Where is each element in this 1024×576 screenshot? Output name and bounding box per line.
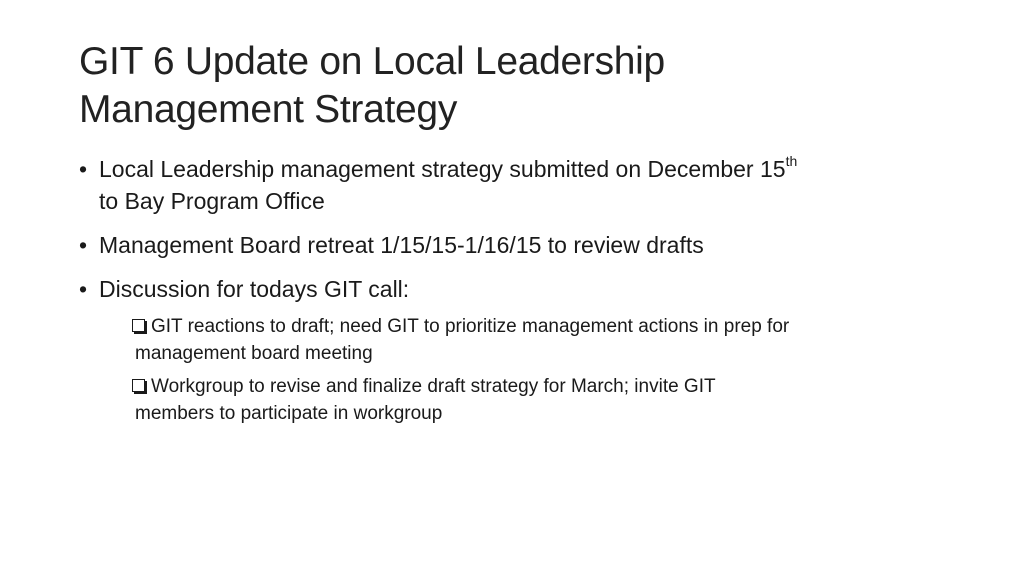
slide-body xyxy=(79,153,959,433)
sub-bullet-text-continued: members to participate in workgroup xyxy=(135,403,443,424)
bullet-item xyxy=(79,229,959,261)
slide-title xyxy=(79,38,959,134)
bullet-item xyxy=(79,153,959,217)
bullet-text-continued: to Bay Program Office xyxy=(99,188,325,214)
bullet-superscript: th xyxy=(785,153,798,170)
checkbox-square-icon xyxy=(132,379,145,392)
sub-bullet-text: GIT reactions to draft; need GIT to prioritize management actions in prep for xyxy=(151,316,790,337)
sub-bullet-item xyxy=(135,373,959,427)
sub-bullet-text-continued: management board meeting xyxy=(135,343,373,364)
bullet-dot: • xyxy=(79,156,88,182)
bullet-text: Management Board retreat 1/15/15-1/16/15 to review drafts xyxy=(99,232,704,258)
bullet-dot: • xyxy=(79,232,88,258)
checkbox-square-icon xyxy=(132,319,145,332)
bullet-dot: • xyxy=(79,276,88,302)
sub-bullet-list xyxy=(79,313,959,427)
sub-bullet-item xyxy=(135,313,959,367)
sub-bullet-text: Workgroup to revise and finalize draft strategy for March; invite GIT xyxy=(151,376,716,397)
title-line-2: Management Strategy xyxy=(79,88,458,131)
title-line-1: GIT 6 Update on Local Leadership xyxy=(79,40,665,83)
bullet-text: Local Leadership management strategy submitted on December 15 xyxy=(99,156,786,182)
bullet-item xyxy=(79,273,959,305)
bullet-text: Discussion for todays GIT call: xyxy=(99,276,410,302)
